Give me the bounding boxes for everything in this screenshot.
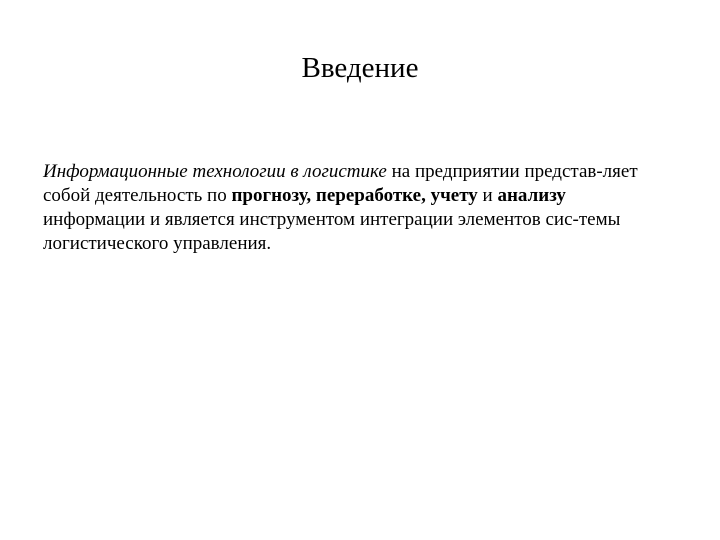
italic-term: Информационные технологии в логистике bbox=[43, 161, 387, 182]
body-line-1 bbox=[43, 160, 693, 184]
body-text: на предприятии представ-ляет bbox=[386, 161, 638, 182]
body-text: и bbox=[477, 185, 498, 206]
body-line-4: логистического управления. bbox=[43, 233, 272, 254]
slide-body-paragraph bbox=[43, 160, 693, 256]
body-line-2 bbox=[43, 184, 693, 208]
bold-term: анализу bbox=[497, 185, 566, 206]
slide-title: Введение bbox=[301, 52, 419, 84]
body-line-3: информации и является инструментом интеграции элементов сис-темы bbox=[43, 209, 621, 230]
bold-term: прогнозу, переработке, учету bbox=[231, 185, 478, 206]
body-text: собой деятельность по bbox=[43, 185, 232, 206]
